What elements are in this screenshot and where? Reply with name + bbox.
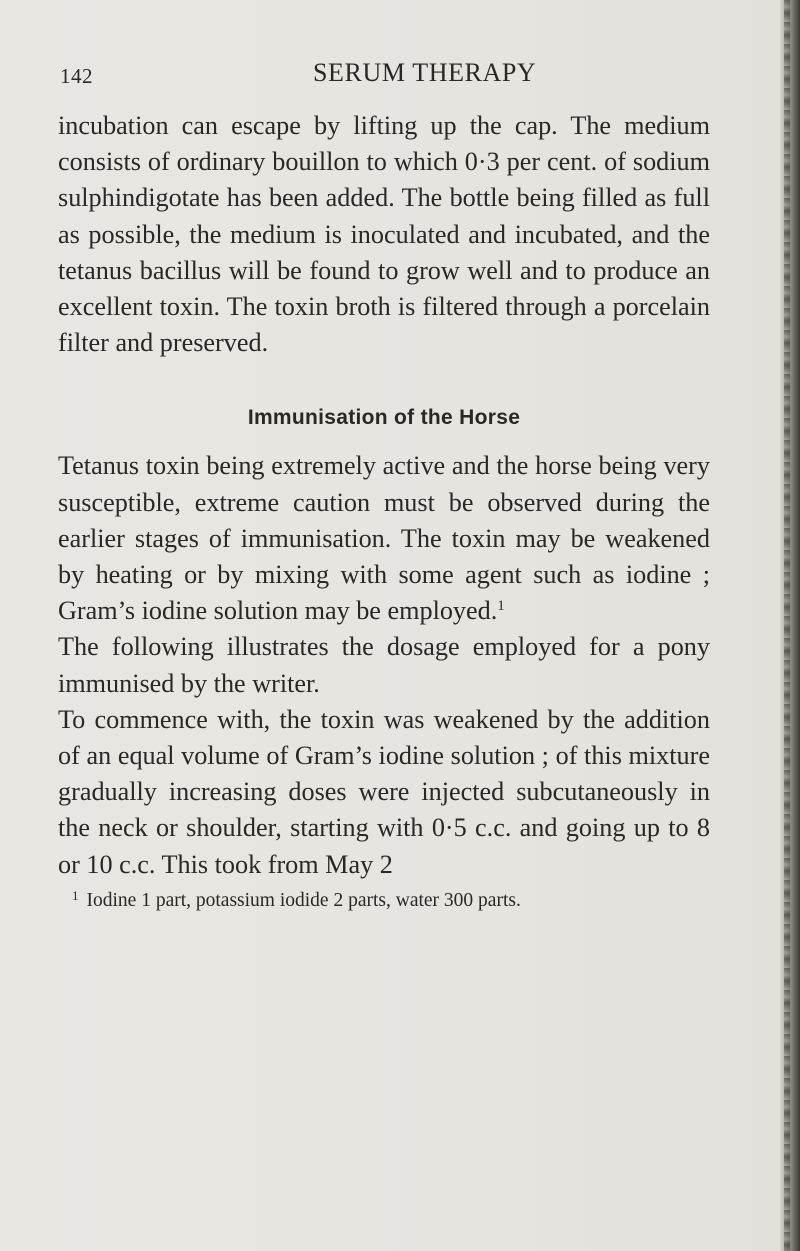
footnote-reference: 1: [497, 598, 505, 615]
page-header: [0, 58, 780, 92]
footnote: [58, 889, 710, 913]
paragraph-immunisation-text: Tetanus toxin being extremely active and the horse being very susceptible, extreme caution must be observed during the earlier stages of immunisation. The toxin may be weakened by heating or by mixing with some agent such as iodine ; Gram’s iodine solution may be employed.: [58, 451, 710, 626]
page-edge-shadow: [780, 0, 800, 1251]
section-heading: Immunisation of the Horse: [247, 406, 521, 430]
paragraph-commence: To commence with, the toxin was weakened by the addition of an equal volume of Gram’s iodine solution ; of this mixture gradually increasing doses were injected subcutaneously in the neck or shoulder, starting with 0·5 c.c. and going up to 8 or 10 c.c. This took from May 2: [58, 704, 710, 879]
running-head: SERUM THERAPY: [313, 58, 537, 87]
footnote-text: Iodine 1 part, potassium iodide 2 parts, water 300 parts.: [86, 889, 521, 911]
page-number: 142: [60, 64, 93, 88]
page-body: [58, 108, 710, 913]
paragraph-dosage: The following illustrates the dosage employed for a pony immunised by the writer.: [58, 632, 710, 698]
paragraph-immunisation: [58, 448, 710, 629]
paragraph-incubation: incubation can escape by lifting up the cap. The medium consists of ordinary bouillon to which 0·3 per cent. of sodium sulphindigotate has been added. The bottle being filled as full as possible, the medium is inoculated and incubated, and the tetanus bacillus will be found to grow well and to produce an excellent toxin. The toxin broth is filtered through a porcelain filter and preserved.: [58, 111, 710, 358]
footnote-mark: 1: [72, 887, 79, 903]
